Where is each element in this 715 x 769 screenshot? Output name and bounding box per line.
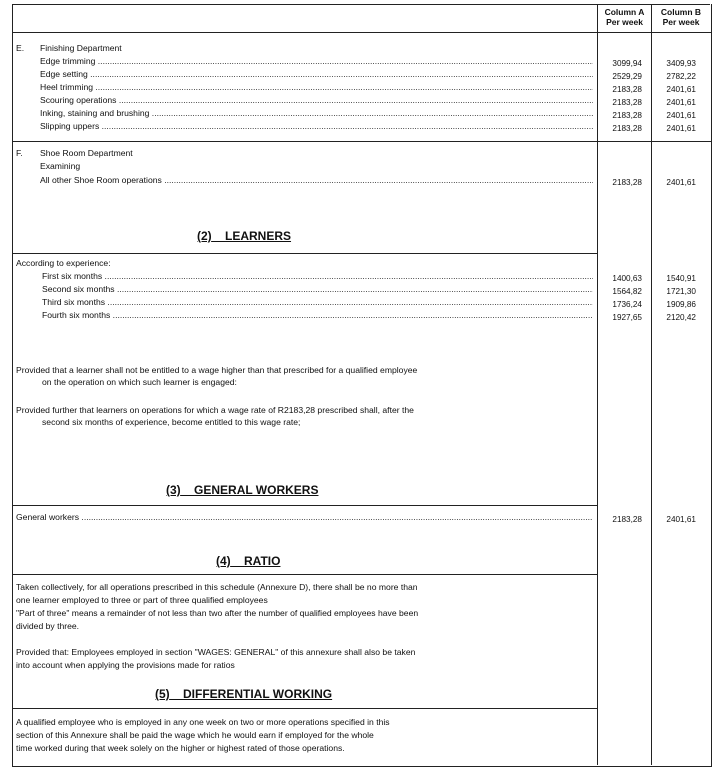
ratio-heading bbox=[216, 554, 280, 568]
learners-heading-text: LEARNERS bbox=[225, 229, 292, 243]
ratio-heading-number: (4) bbox=[216, 554, 231, 568]
row-col-a: 1736,24 bbox=[612, 300, 642, 309]
learners-heading bbox=[197, 229, 291, 243]
section-f-letter: F. bbox=[16, 148, 23, 158]
row-label: Second six months ..... bbox=[42, 284, 593, 295]
proviso-line: on the operation on which such learner is engaged: bbox=[42, 377, 237, 387]
column-b-sub: Per week bbox=[662, 17, 700, 27]
row-label: Inking, staining and brushing ..... bbox=[40, 108, 593, 119]
section-divider bbox=[12, 141, 711, 142]
ratio-line: one learner employed to three or part of three qualified employees bbox=[16, 595, 268, 605]
shoe-room-sub: Examining bbox=[40, 161, 81, 171]
column-a-sub: Per week bbox=[606, 17, 643, 27]
row-col-b: 3409,93 bbox=[666, 59, 696, 68]
row-label: Fourth six months ..... bbox=[42, 310, 593, 321]
ratio-paragraph-1 bbox=[16, 581, 418, 633]
ratio-line: divided by three. bbox=[16, 621, 80, 631]
section-divider bbox=[12, 574, 598, 575]
row-col-b: 1721,30 bbox=[666, 287, 696, 296]
row-label: General workers ..... bbox=[16, 512, 593, 523]
section-divider bbox=[12, 708, 598, 709]
row-label: First six months ..... bbox=[42, 271, 593, 282]
row-col-a: 2183,28 bbox=[612, 98, 642, 107]
row-label: Edge trimming ..... bbox=[40, 56, 593, 67]
column-a-header bbox=[598, 7, 651, 27]
row-col-b: 2401,61 bbox=[666, 98, 696, 107]
row-label: Edge setting ..... bbox=[40, 69, 593, 80]
differential-heading-text: DIFFERENTIAL WORKING bbox=[183, 687, 333, 701]
differential-line: section of this Annexure shall be paid the wage which he would earn if employed for the whole bbox=[16, 730, 374, 740]
ratio-line: Taken collectively, for all operations prescribed in this schedule (Annexure D), there shall be no more than bbox=[16, 582, 418, 592]
differential-paragraph bbox=[16, 716, 390, 755]
row-col-b: 2401,61 bbox=[666, 515, 696, 524]
row-col-a: 2183,28 bbox=[612, 515, 642, 524]
row-col-b: 1909,86 bbox=[666, 300, 696, 309]
proviso-line: Provided further that learners on operations for which a wage rate of R2183,28 prescribed shall, after the bbox=[16, 405, 414, 415]
row-col-a: 3099,94 bbox=[612, 59, 642, 68]
differential-heading-number: (5) bbox=[155, 687, 170, 701]
row-label: Slipping uppers ..... bbox=[40, 121, 593, 132]
general-heading-text: GENERAL WORKERS bbox=[194, 483, 319, 497]
row-label: All other Shoe Room operations ..... bbox=[40, 175, 593, 186]
learners-heading-number: (2) bbox=[197, 229, 212, 243]
row-col-b: 2782,22 bbox=[666, 72, 696, 81]
differential-line: A qualified employee who is employed in any one week on two or more operations specified in this bbox=[16, 717, 390, 727]
learners-proviso-2 bbox=[16, 404, 414, 428]
row-col-a: 1400,63 bbox=[612, 274, 642, 283]
row-col-b: 2120,42 bbox=[666, 313, 696, 322]
column-a-title: Column A bbox=[604, 7, 645, 17]
row-col-a: 1564,82 bbox=[612, 287, 642, 296]
row-col-a: 2183,28 bbox=[612, 178, 642, 187]
header-divider bbox=[12, 32, 711, 33]
row-col-a: 2183,28 bbox=[612, 85, 642, 94]
proviso-line: Provided that a learner shall not be entitled to a wage higher than that prescribed for a qualified employee bbox=[16, 365, 418, 375]
row-col-b: 2401,61 bbox=[666, 85, 696, 94]
differential-heading bbox=[155, 687, 332, 701]
column-b-header bbox=[652, 7, 710, 27]
row-col-b: 1540,91 bbox=[666, 274, 696, 283]
finishing-title: Finishing Department bbox=[40, 43, 122, 53]
learners-proviso-1 bbox=[16, 364, 417, 388]
column-b-title: Column B bbox=[660, 7, 702, 17]
ratio-paragraph-2 bbox=[16, 646, 415, 672]
row-col-b: 2401,61 bbox=[666, 178, 696, 187]
ratio-line: Provided that: Employees employed in section "WAGES: GENERAL" of this annexure shall also be taken bbox=[16, 647, 416, 657]
row-label: Scouring operations ..... bbox=[40, 95, 593, 106]
proviso-line: second six months of experience, become entitled to this wage rate; bbox=[42, 417, 301, 427]
row-label: Third six months ..... bbox=[42, 297, 593, 308]
section-divider bbox=[12, 505, 598, 506]
row-col-a: 2183,28 bbox=[612, 124, 642, 133]
learners-intro: According to experience: bbox=[16, 258, 111, 268]
differential-line: time worked during that week solely on the higher or highest rated of those operations. bbox=[16, 743, 345, 753]
row-col-a: 2529,29 bbox=[612, 72, 642, 81]
general-heading-number: (3) bbox=[166, 483, 181, 497]
row-col-b: 2401,61 bbox=[666, 111, 696, 120]
row-col-b: 2401,61 bbox=[666, 124, 696, 133]
ratio-heading-text: RATIO bbox=[244, 554, 281, 568]
general-workers-heading bbox=[166, 483, 318, 497]
ratio-line: into account when applying the provisions made for ratios bbox=[16, 660, 235, 670]
row-col-a: 1927,65 bbox=[612, 313, 642, 322]
row-col-a: 2183,28 bbox=[612, 111, 642, 120]
row-label: Heel trimming ..... bbox=[40, 82, 593, 93]
shoe-room-title: Shoe Room Department bbox=[40, 148, 133, 158]
ratio-line: "Part of three" means a remainder of not less than two after the number of qualified employees have been bbox=[16, 608, 419, 618]
section-e-letter: E. bbox=[16, 43, 25, 53]
section-divider bbox=[12, 253, 598, 254]
